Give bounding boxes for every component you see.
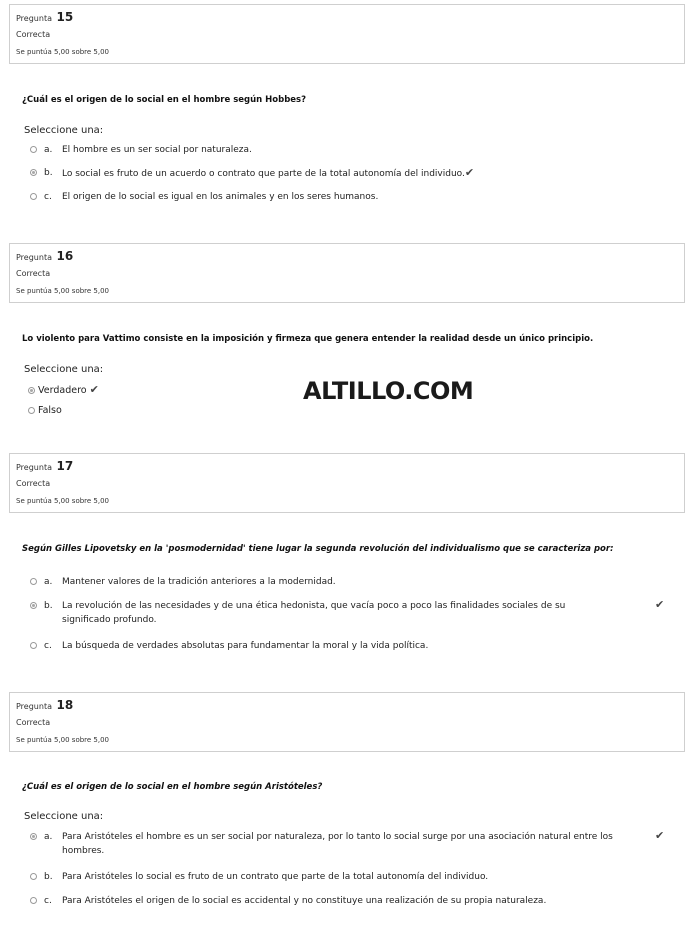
answer-option-a[interactable] [30, 830, 614, 858]
answer-letter: c. [44, 192, 52, 202]
select-prompt: Seleccione una: [24, 364, 104, 375]
answer-text: El hombre es un ser social por naturaleza. [62, 145, 252, 155]
question-number-line [16, 698, 73, 712]
question-info-18 [9, 692, 685, 752]
question-state: Correcta [16, 269, 51, 278]
question-text: Según Gilles Lipovetsky en la 'posmodernidad' tiene lugar la segunda revolución del individualismo que se caracteriza por: [22, 544, 614, 554]
check-icon: ✔ [89, 383, 99, 396]
question-label: Pregunta [16, 253, 52, 262]
question-number-line [16, 10, 73, 24]
question-state: Correcta [16, 479, 51, 488]
check-icon: ✔ [655, 598, 665, 611]
radio-icon[interactable] [30, 833, 37, 840]
answer-text: Para Aristóteles el origen de lo social es accidental y no constituye una realización de su propia naturaleza. [62, 896, 547, 906]
question-number: 16 [56, 249, 74, 263]
question-state: Correcta [16, 30, 51, 39]
answer-letter: b. [44, 601, 53, 611]
question-number: 15 [56, 10, 74, 24]
answer-text: Falso [38, 405, 62, 416]
radio-icon[interactable] [30, 578, 37, 585]
radio-icon[interactable] [28, 387, 35, 394]
radio-icon[interactable] [30, 169, 37, 176]
question-label: Pregunta [16, 14, 52, 23]
question-info-15 [9, 4, 685, 64]
answer-letter: a. [44, 577, 53, 587]
answer-letter: a. [44, 145, 53, 155]
answer-option-c[interactable] [30, 639, 428, 653]
question-number-line [16, 249, 73, 263]
answer-letter: b. [44, 168, 53, 178]
question-info-17 [9, 453, 685, 513]
answer-option-b[interactable] [30, 870, 488, 884]
answer-letter: c. [44, 896, 52, 906]
question-number: 18 [56, 698, 74, 712]
answer-option-c[interactable] [30, 894, 546, 908]
answer-text: Mantener valores de la tradición anteriores a la modernidad. [62, 577, 336, 587]
question-label: Pregunta [16, 702, 52, 711]
answer-letter: a. [44, 832, 53, 842]
question-grade: Se puntúa 5,00 sobre 5,00 [16, 736, 110, 744]
question-text: ¿Cuál es el origen de lo social en el hombre según Aristóteles? [22, 782, 323, 792]
answer-letter: c. [44, 641, 52, 651]
select-prompt: Seleccione una: [24, 125, 104, 136]
watermark: ALTILLO.COM [303, 377, 474, 405]
question-text: ¿Cuál es el origen de lo social en el hombre según Hobbes? [22, 95, 307, 105]
answer-option-a[interactable] [30, 575, 336, 589]
radio-icon[interactable] [28, 407, 35, 414]
radio-icon[interactable] [30, 193, 37, 200]
answer-option-a[interactable] [30, 143, 252, 157]
answer-option-b[interactable] [30, 166, 474, 181]
radio-icon[interactable] [30, 873, 37, 880]
answer-text: Para Aristóteles el hombre es un ser social por naturaleza, por lo tanto lo social surge por una asociación natural entre los hombres. [62, 832, 613, 856]
answer-option-false[interactable] [28, 404, 62, 418]
check-icon: ✔ [464, 166, 475, 179]
question-number-line [16, 459, 73, 473]
answer-text: La revolución de las necesidades y de una ética hedonista, que vacía poco a poco las finalidades sociales de su significado profundo. [62, 601, 566, 625]
question-grade: Se puntúa 5,00 sobre 5,00 [16, 48, 110, 56]
answer-text: Verdadero [38, 385, 87, 396]
question-text: Lo violento para Vattimo consiste en la imposición y firmeza que genera entender la realidad desde un único principio. [22, 334, 594, 344]
question-grade: Se puntúa 5,00 sobre 5,00 [16, 287, 110, 295]
answer-option-b[interactable] [30, 599, 614, 627]
question-grade: Se puntúa 5,00 sobre 5,00 [16, 497, 110, 505]
select-prompt: Seleccione una: [24, 811, 104, 822]
question-label: Pregunta [16, 463, 52, 472]
check-icon: ✔ [655, 829, 665, 842]
answer-text: Lo social es fruto de un acuerdo o contrato que parte de la total autonomía del individuo. [62, 169, 465, 179]
radio-icon[interactable] [30, 642, 37, 649]
question-info-16 [9, 243, 685, 303]
answer-text: Para Aristóteles lo social es fruto de un contrato que parte de la total autonomía del individuo. [62, 872, 489, 882]
answer-option-true[interactable] [28, 383, 99, 398]
radio-icon[interactable] [30, 146, 37, 153]
radio-icon[interactable] [30, 897, 37, 904]
answer-text: La búsqueda de verdades absolutas para fundamentar la moral y la vida política. [62, 641, 429, 651]
question-number: 17 [56, 459, 74, 473]
question-state: Correcta [16, 718, 51, 727]
answer-option-c[interactable] [30, 190, 378, 204]
answer-letter: b. [44, 872, 53, 882]
answer-text: El origen de lo social es igual en los animales y en los seres humanos. [62, 192, 379, 202]
radio-icon[interactable] [30, 602, 37, 609]
